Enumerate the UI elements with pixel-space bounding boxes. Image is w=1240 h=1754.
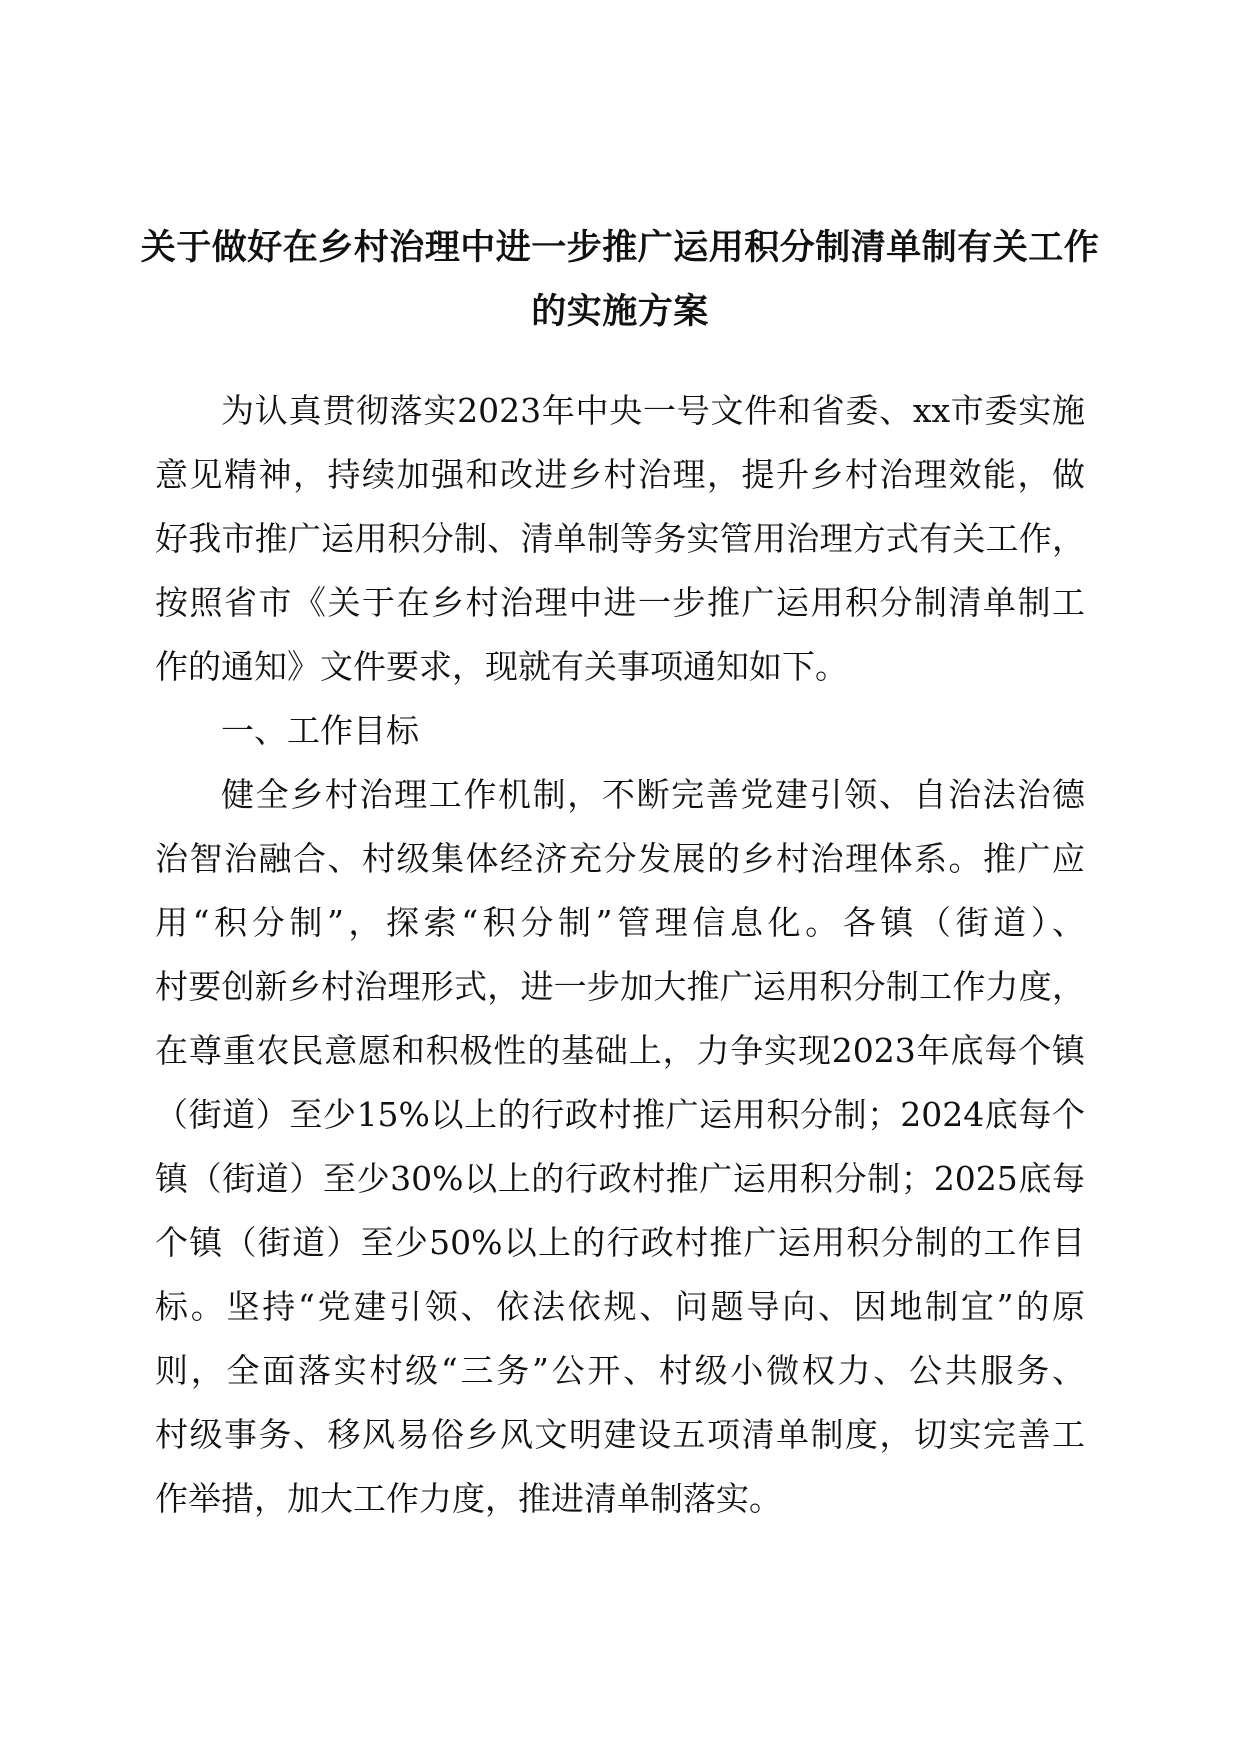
paragraph-line: 作的通知》文件要求，现就有关事项通知如下。 bbox=[155, 647, 848, 686]
paragraph-line: 健全乡村治理工作机制，不断完善党建引领、自治法治德 bbox=[221, 775, 1085, 814]
paragraph-line: 用“积分制”，探索“积分制”管理信息化。各镇（街道）、 bbox=[155, 903, 1085, 942]
paragraph-line: 按照省市《关于在乡村治理中进一步推广运用积分制清单制工 bbox=[155, 583, 1085, 622]
paragraph-line: 个镇（街道）至少50%以上的行政村推广运用积分制的工作目 bbox=[155, 1223, 1085, 1262]
paragraph-line: 好我市推广运用积分制、清单制等务实管用治理方式有关工作， bbox=[155, 519, 1085, 558]
paragraph-line: 标。坚持“党建引领、依法依规、问题导向、因地制宜”的原 bbox=[155, 1287, 1085, 1326]
paragraph-line: 村要创新乡村治理形式，进一步加大推广运用积分制工作力度， bbox=[155, 967, 1085, 1006]
paragraph-line: 治智治融合、村级集体经济充分发展的乡村治理体系。推广应 bbox=[155, 839, 1085, 878]
paragraph-line: 则，全面落实村级“三务”公开、村级小微权力、公共服务、 bbox=[155, 1351, 1085, 1390]
document-title-line-2: 的实施方案 bbox=[531, 292, 709, 332]
paragraph-line: 村级事务、移风易俗乡风文明建设五项清单制度，切实完善工 bbox=[155, 1415, 1085, 1454]
paragraph-line: 在尊重农民意愿和积极性的基础上，力争实现2023年底每个镇 bbox=[155, 1031, 1085, 1070]
paragraph-line: （街道）至少15%以上的行政村推广运用积分制；2024底每个 bbox=[155, 1095, 1085, 1134]
paragraph-line: 作举措，加大工作力度，推进清单制落实。 bbox=[155, 1479, 782, 1518]
paragraph-line: 意见精神，持续加强和改进乡村治理，提升乡村治理效能，做 bbox=[155, 455, 1085, 494]
document-title-line-1: 关于做好在乡村治理中进一步推广运用积分制清单制有关工作 bbox=[140, 228, 1100, 268]
paragraph-line: 为认真贯彻落实2023年中央一号文件和省委、xx市委实施 bbox=[221, 391, 1085, 430]
paragraph-line: 镇（街道）至少30%以上的行政村推广运用积分制；2025底每 bbox=[155, 1159, 1085, 1198]
section-heading: 一、工作目标 bbox=[221, 711, 419, 750]
